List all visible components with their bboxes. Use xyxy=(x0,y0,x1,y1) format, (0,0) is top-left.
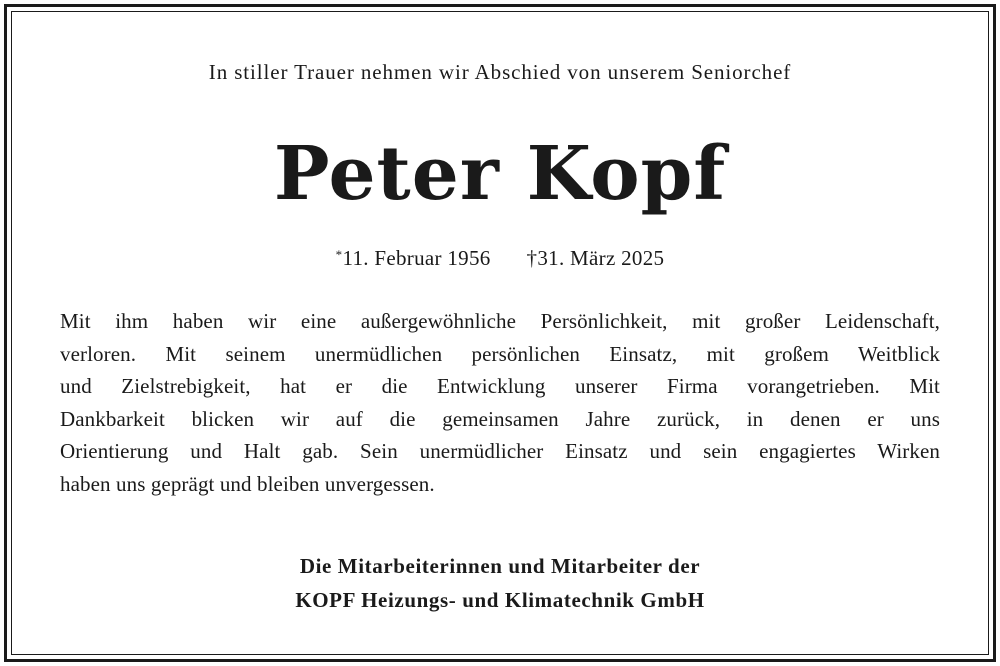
life-dates xyxy=(0,240,1000,273)
text-line: Mit ihm haben wir eine außergewöhnliche Persönlichkeit, mit großer Leidenschaft, xyxy=(60,309,940,333)
text-line: Dankbarkeit blicken wir auf die gemeinsamen Jahre zurück, in denen er uns xyxy=(60,406,940,431)
death-date xyxy=(527,246,665,270)
signature-line-1: Die Mitarbeiterinnen und Mitarbeiter der xyxy=(299,554,701,578)
birth-date-text: 11. Februar 1956 xyxy=(342,246,491,270)
birth-symbol: * xyxy=(335,247,343,262)
death-date-text: 31. März 2025 xyxy=(537,246,665,270)
birth-date xyxy=(336,246,491,270)
obituary-text xyxy=(60,305,940,500)
death-symbol: † xyxy=(526,246,538,270)
signature-block xyxy=(0,549,1000,617)
signature-line-2: KOPF Heizungs- und Klimatechnik GmbH xyxy=(295,588,705,612)
deceased-name: Peter Kopf xyxy=(273,131,727,217)
text-line: und Zielstrebigkeit, hat er die Entwicklung unserer Firma vorangetrieben. Mit xyxy=(60,374,940,398)
text-line: Orientierung und Halt gab. Sein unermüdlicher Einsatz und sein engagiertes Wirken xyxy=(60,439,940,463)
intro-text: In stiller Trauer nehmen wir Abschied von unserem Seniorchef xyxy=(208,60,792,84)
text-line: haben uns geprägt und bleiben unvergessen. xyxy=(60,471,435,496)
text-line: verloren. Mit seinem unermüdlichen persönlichen Einsatz, mit großem Weitblick xyxy=(60,341,940,366)
